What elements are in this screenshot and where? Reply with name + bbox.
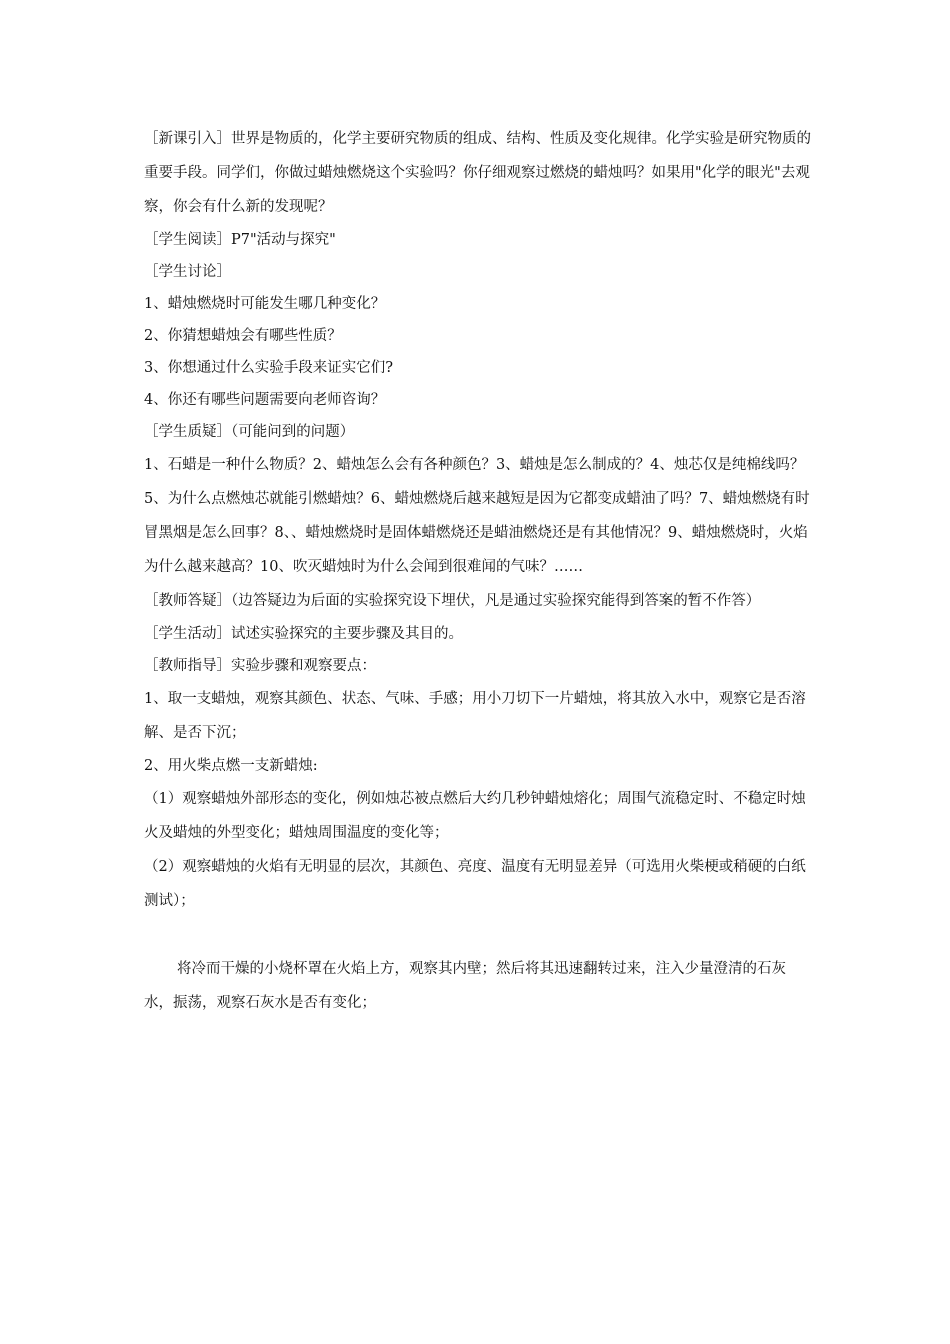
step-1: 1、取一支蜡烛，观察其颜色、状态、气味、手感；用小刀切下一片蜡烛，将其放入水中，观察它是否溶解、是否下沉； bbox=[144, 691, 806, 741]
step-2: 2、用火柴点燃一支新蜡烛: bbox=[144, 758, 318, 774]
step-2-sub-1: （1）观察蜡烛外部形态的变化，例如烛芯被点燃后大约几秒钟蜡烛熔化；周围气流稳定时、不稳定时烛火及蜡烛的外型变化；蜡烛周围温度的变化等； bbox=[144, 791, 806, 841]
discussion-item-2: 2、你猜想蜡烛会有哪些性质？ bbox=[144, 328, 342, 344]
paragraph-student-reading: ［学生阅读］P7"活动与探究" bbox=[144, 232, 336, 248]
paragraph-intro: ［新课引入］世界是物质的，化学主要研究物质的组成、结构、性质及变化规律。化学实验是研究物质的重要手段。同学们，你做过蜡烛燃烧这个实验吗？你仔细观察过燃烧的蜡烛吗？如果用"化学的眼光"去观察，你会有什么新的发现呢？ bbox=[144, 131, 811, 215]
paragraph-teacher-answers: ［教师答疑］（边答疑边为后面的实验探究设下埋伏，凡是通过实验探究能得到答案的暂不作答） bbox=[144, 593, 761, 609]
paragraph-teacher-guidance: ［教师指导］实验步骤和观察要点： bbox=[144, 658, 376, 674]
paragraph-student-discussion: ［学生讨论］ bbox=[144, 264, 231, 280]
question-list: 1、石蜡是一种什么物质？2、蜡烛怎么会有各种颜色？3、蜡烛是怎么制成的？4、烛芯仅是纯棉线吗？5、为什么点燃烛芯就能引燃蜡烛？6、蜡烛燃烧后越来越短是因为它都变成蜡油了吗？7、蜡烛燃烧有时冒黑烟是怎么回事？8、、蜡烛燃烧时是固体蜡燃烧还是蜡油燃烧还是有其他情况？9、蜡烛燃烧时，火焰为什么越来越高？10、吹灭蜡烛时为什么会闻到很难闻的气味？…… bbox=[144, 457, 810, 575]
step-2-sub-2: （2）观察蜡烛的火焰有无明显的层次，其颜色、亮度、温度有无明显差异（可选用火柴梗或稍硬的白纸测试）； bbox=[144, 859, 806, 909]
paragraph-student-activity: ［学生活动］试述实验探究的主要步骤及其目的。 bbox=[144, 626, 463, 642]
paragraph-gap bbox=[144, 918, 814, 952]
discussion-item-4: 4、你还有哪些问题需要向老师咨询？ bbox=[144, 392, 386, 408]
paragraph-beaker-test: 将冷而干燥的小烧杯罩在火焰上方，观察其内壁；然后将其迅速翻转过来，注入少量澄清的石灰水，振荡，观察石灰水是否有变化； bbox=[144, 961, 786, 1011]
discussion-item-1: 1、蜡烛燃烧时可能发生哪几种变化？ bbox=[144, 296, 386, 312]
paragraph-student-questions: ［学生质疑］（可能问到的问题） bbox=[144, 424, 355, 440]
document-page bbox=[144, 122, 814, 1020]
discussion-item-3: 3、你想通过什么实验手段来证实它们? bbox=[144, 360, 393, 376]
